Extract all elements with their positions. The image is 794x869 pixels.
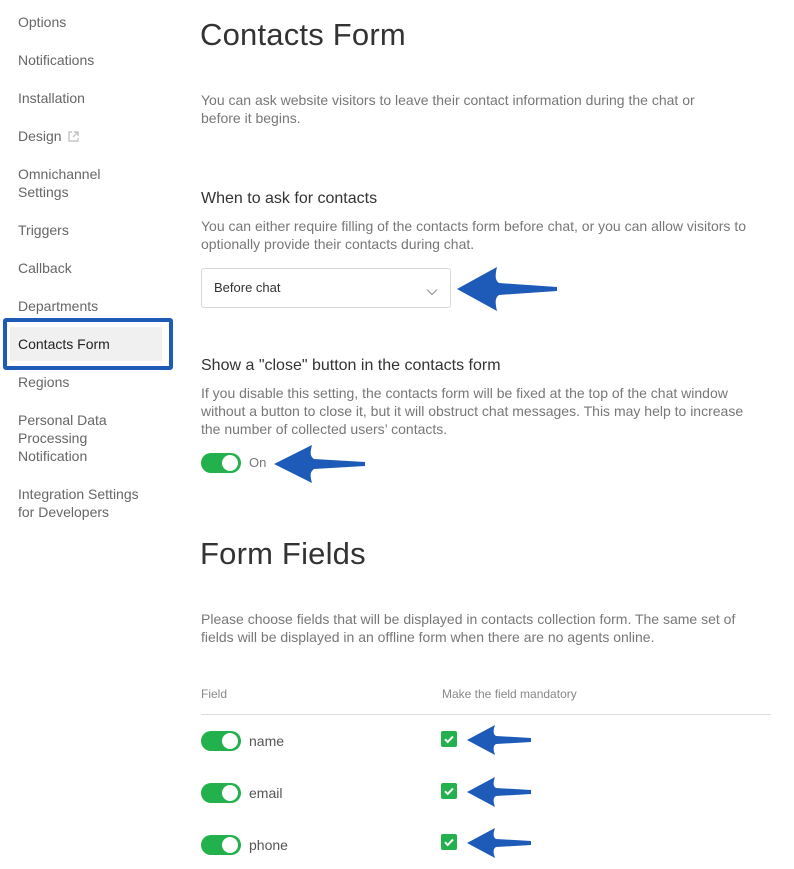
field-name-toggle[interactable]	[201, 731, 241, 751]
sidebar-item-design-label: Design	[18, 128, 62, 144]
sidebar	[0, 0, 175, 869]
external-link-icon	[68, 128, 79, 146]
checkmark-icon	[443, 785, 455, 797]
sidebar-item-integration-settings[interactable]: Integration Settings for Developers	[18, 486, 139, 520]
field-email-mandatory-checkbox[interactable]	[441, 783, 457, 799]
arrow-pointer-icon	[465, 722, 533, 758]
sidebar-item-personal-data[interactable]: Personal Data Processing Notification	[18, 412, 107, 464]
when-to-ask-select-value: Before chat	[214, 280, 281, 295]
arrow-pointer-icon	[272, 442, 367, 486]
field-email-label: email	[249, 785, 283, 801]
sidebar-item-omnichannel-settings[interactable]: Omnichannel Settings	[18, 166, 101, 200]
form-fields-description: Please choose fields that will be displayed in contacts collection form. The same set of fields will be displayed in an offline form when there are no agents online.	[201, 611, 736, 645]
column-header-mandatory: Make the field mandatory	[442, 687, 577, 701]
table-divider	[201, 714, 771, 715]
sidebar-item-design[interactable]	[18, 127, 79, 146]
toggle-knob	[222, 455, 238, 471]
arrow-pointer-icon	[465, 825, 533, 861]
sidebar-item-options[interactable]: Options	[18, 14, 67, 30]
sidebar-item-installation[interactable]: Installation	[18, 90, 85, 106]
when-to-ask-heading: When to ask for contacts	[201, 190, 378, 207]
field-email-toggle[interactable]	[201, 783, 241, 803]
arrow-pointer-icon	[465, 774, 533, 810]
toggle-knob	[222, 837, 238, 853]
sidebar-item-regions[interactable]: Regions	[18, 374, 70, 390]
toggle-knob	[222, 785, 238, 801]
when-to-ask-select[interactable]	[201, 268, 451, 308]
sidebar-item-notifications[interactable]: Notifications	[18, 52, 95, 68]
field-name-label: name	[249, 733, 285, 749]
toggle-knob	[222, 733, 238, 749]
close-button-toggle[interactable]	[201, 453, 241, 473]
page-title: Contacts Form	[200, 17, 406, 52]
contacts-form-description: You can ask website visitors to leave their contact information during the chat or before it begins.	[201, 92, 695, 126]
field-phone-label: phone	[249, 837, 288, 853]
sidebar-item-callback[interactable]: Callback	[18, 260, 72, 276]
sidebar-item-triggers[interactable]: Triggers	[18, 222, 69, 238]
when-to-ask-description: You can either require filling of the contacts form before chat, or you can allow visitors to optionally provide their contacts during chat.	[201, 218, 746, 252]
close-button-heading: Show a "close" button in the contacts form	[201, 357, 501, 374]
field-phone-mandatory-checkbox[interactable]	[441, 834, 457, 850]
form-fields-title: Form Fields	[200, 536, 366, 571]
arrow-pointer-icon	[455, 264, 560, 314]
checkmark-icon	[443, 836, 455, 848]
checkmark-icon	[443, 733, 455, 745]
sidebar-item-contacts-form[interactable]: Contacts Form	[18, 336, 110, 352]
field-phone-toggle[interactable]	[201, 835, 241, 855]
field-name-mandatory-checkbox[interactable]	[441, 731, 457, 747]
close-button-description: If you disable this setting, the contacts form will be fixed at the top of the chat window without a button to close it, but it will obstruct chat messages. This may help to increase the number of collected users’ contacts.	[201, 385, 744, 437]
chevron-down-icon	[426, 283, 438, 301]
close-button-toggle-label: On	[249, 455, 267, 470]
sidebar-item-departments[interactable]: Departments	[18, 298, 99, 314]
column-header-field: Field	[201, 687, 228, 701]
